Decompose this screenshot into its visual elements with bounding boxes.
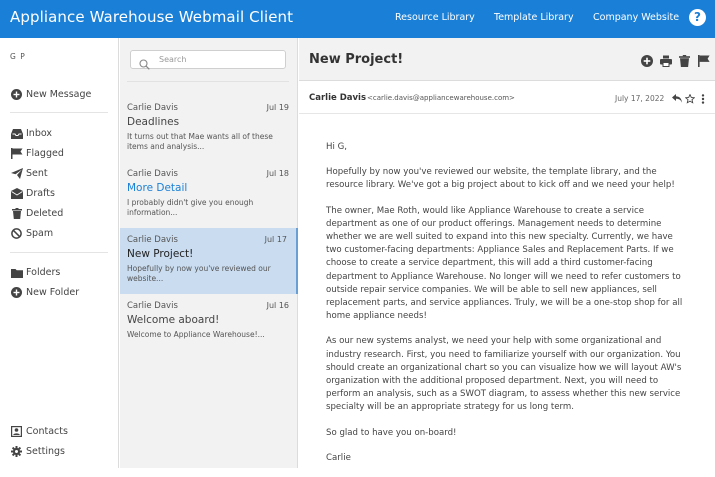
add-circle-icon[interactable] xyxy=(637,54,656,67)
sidebar-item-label: Deleted xyxy=(26,208,64,219)
sidebar-item-contacts[interactable] xyxy=(10,426,68,437)
contacts-label: Contacts xyxy=(26,426,68,437)
sidebar-item-folders[interactable] xyxy=(10,267,60,278)
message-subject: New Project! xyxy=(127,248,194,260)
sidebar-item-label: Inbox xyxy=(26,128,52,139)
message-list-item[interactable] xyxy=(120,162,298,228)
paper-plane-icon xyxy=(10,168,23,179)
settings-label: Settings xyxy=(26,446,65,457)
flag-icon[interactable] xyxy=(694,54,713,67)
sidebar xyxy=(0,38,119,468)
sidebar-item-inbox[interactable] xyxy=(10,128,52,139)
new-message-label: New Message xyxy=(26,89,92,100)
print-icon[interactable] xyxy=(656,54,675,67)
nav-company-website[interactable]: Company Website xyxy=(593,12,680,23)
message-preview: Hopefully by now you've reviewed our website... xyxy=(127,264,271,283)
app-title: Appliance Warehouse Webmail Client xyxy=(10,8,294,26)
message-body xyxy=(326,141,686,477)
new-message-button[interactable] xyxy=(10,89,91,100)
new-folder-label: New Folder xyxy=(26,287,80,298)
message-from: Carlie Davis xyxy=(127,301,178,311)
sidebar-item-drafts[interactable] xyxy=(10,188,55,199)
message-subject: Welcome aboard! xyxy=(127,314,220,326)
search-input[interactable] xyxy=(130,50,286,69)
sidebar-item-flagged[interactable] xyxy=(10,148,64,159)
top-bar xyxy=(0,0,715,38)
divider xyxy=(10,112,108,113)
body-paragraph: So glad to have you on-board! xyxy=(326,427,457,438)
user-initials: G P xyxy=(10,52,26,61)
message-date: Jul 16 xyxy=(266,301,289,310)
message-date: Jul 18 xyxy=(266,169,289,178)
body-paragraph: Hi G, xyxy=(326,142,347,152)
sender-address: <carlie.davis@appliancewarehouse.com> xyxy=(367,94,515,102)
message-date: Jul 17 xyxy=(264,235,287,244)
divider xyxy=(299,113,715,114)
divider xyxy=(10,252,108,253)
sidebar-item-settings[interactable] xyxy=(10,446,65,457)
ban-icon xyxy=(10,228,23,239)
message-preview: It turns out that Mae wants all of these items and analysis... xyxy=(127,132,273,151)
nav-resource-library[interactable]: Resource Library xyxy=(395,12,475,23)
message-from: Carlie Davis xyxy=(127,235,178,245)
message-subject: Deadlines xyxy=(127,116,180,128)
search-icon xyxy=(139,55,150,74)
message-preview: Welcome to Appliance Warehouse!... xyxy=(127,330,265,339)
message-list-item[interactable] xyxy=(120,294,298,360)
message-date: Jul 19 xyxy=(266,103,289,112)
message-meta xyxy=(309,91,709,105)
message-meta-actions xyxy=(670,93,709,104)
help-icon[interactable]: ? xyxy=(689,9,706,26)
sidebar-item-label: Flagged xyxy=(26,148,64,159)
reading-pane xyxy=(299,38,715,468)
contact-card-icon xyxy=(10,426,23,437)
nav-template-library[interactable]: Template Library xyxy=(494,12,574,23)
plus-circle-icon xyxy=(10,287,23,298)
message-actions xyxy=(637,54,713,67)
inbox-icon xyxy=(10,128,23,139)
folders-label: Folders xyxy=(26,267,61,278)
message-from: Carlie Davis xyxy=(127,103,178,113)
message-list-item-selected[interactable] xyxy=(120,228,298,294)
message-from: Carlie Davis xyxy=(127,169,178,179)
body-paragraph: As our new systems analyst, we need your help with some organizational and industry research. First, you need to familiarize yourself with our organization. You should create an organizational chart so you can visualize how we will layout AW's organization with the additional proposed department. Next, you will need to perform an analysis, such as a SWOT diagram, to assess whether this new service specialty will be an appropriate strategy for us long term. xyxy=(326,336,682,413)
drafts-icon xyxy=(10,188,23,199)
gear-icon xyxy=(10,446,23,457)
sidebar-item-label: Spam xyxy=(26,228,54,239)
trash-icon xyxy=(10,208,23,219)
star-icon[interactable] xyxy=(683,93,696,104)
message-title: New Project! xyxy=(309,52,404,67)
flag-icon xyxy=(10,148,23,159)
more-vertical-icon[interactable] xyxy=(696,93,709,104)
search-placeholder: Search xyxy=(159,55,187,64)
trash-icon[interactable] xyxy=(675,54,694,67)
message-preview: I probably didn't give you enough information... xyxy=(127,198,254,217)
reading-pane-header xyxy=(299,38,715,81)
sidebar-item-label: Drafts xyxy=(26,188,55,199)
reply-icon[interactable] xyxy=(670,93,683,104)
sender-name: Carlie Davis xyxy=(309,93,367,103)
message-date: July 17, 2022 xyxy=(615,94,665,103)
plus-circle-icon xyxy=(10,89,23,100)
divider xyxy=(127,81,289,82)
sidebar-item-label: Sent xyxy=(26,168,48,179)
new-folder-button[interactable] xyxy=(10,287,79,298)
body-paragraph: Hopefully by now you've reviewed our website, the template library, and the resource library. We've got a big project about to kick off and we need your help! xyxy=(326,167,675,191)
body-paragraph: The owner, Mae Roth, would like Appliance Warehouse to create a service department as one of our product offerings. Management needs to determine whether we are well suited to expand into this new specialty. Currently, we have two customer-facing departments: Appliance Sales and Replacement Parts. If we choose to create a service department, this will add a third customer-facing department to Appliance Warehouse. No longer will we need to refer customers to outside repair service companies. We will be able to sell new appliances, sell replacement parts, and service appliances. Truly, we will be a one-stop shop for all home appliance needs! xyxy=(326,205,683,322)
sidebar-item-sent[interactable] xyxy=(10,168,48,179)
message-subject: More Detail xyxy=(127,182,188,194)
message-list-item[interactable] xyxy=(120,96,298,162)
body-paragraph: Carlie xyxy=(326,452,351,463)
message-list xyxy=(120,38,298,468)
sidebar-item-deleted[interactable] xyxy=(10,208,63,219)
sidebar-item-spam[interactable] xyxy=(10,228,53,239)
folder-icon xyxy=(10,267,23,278)
